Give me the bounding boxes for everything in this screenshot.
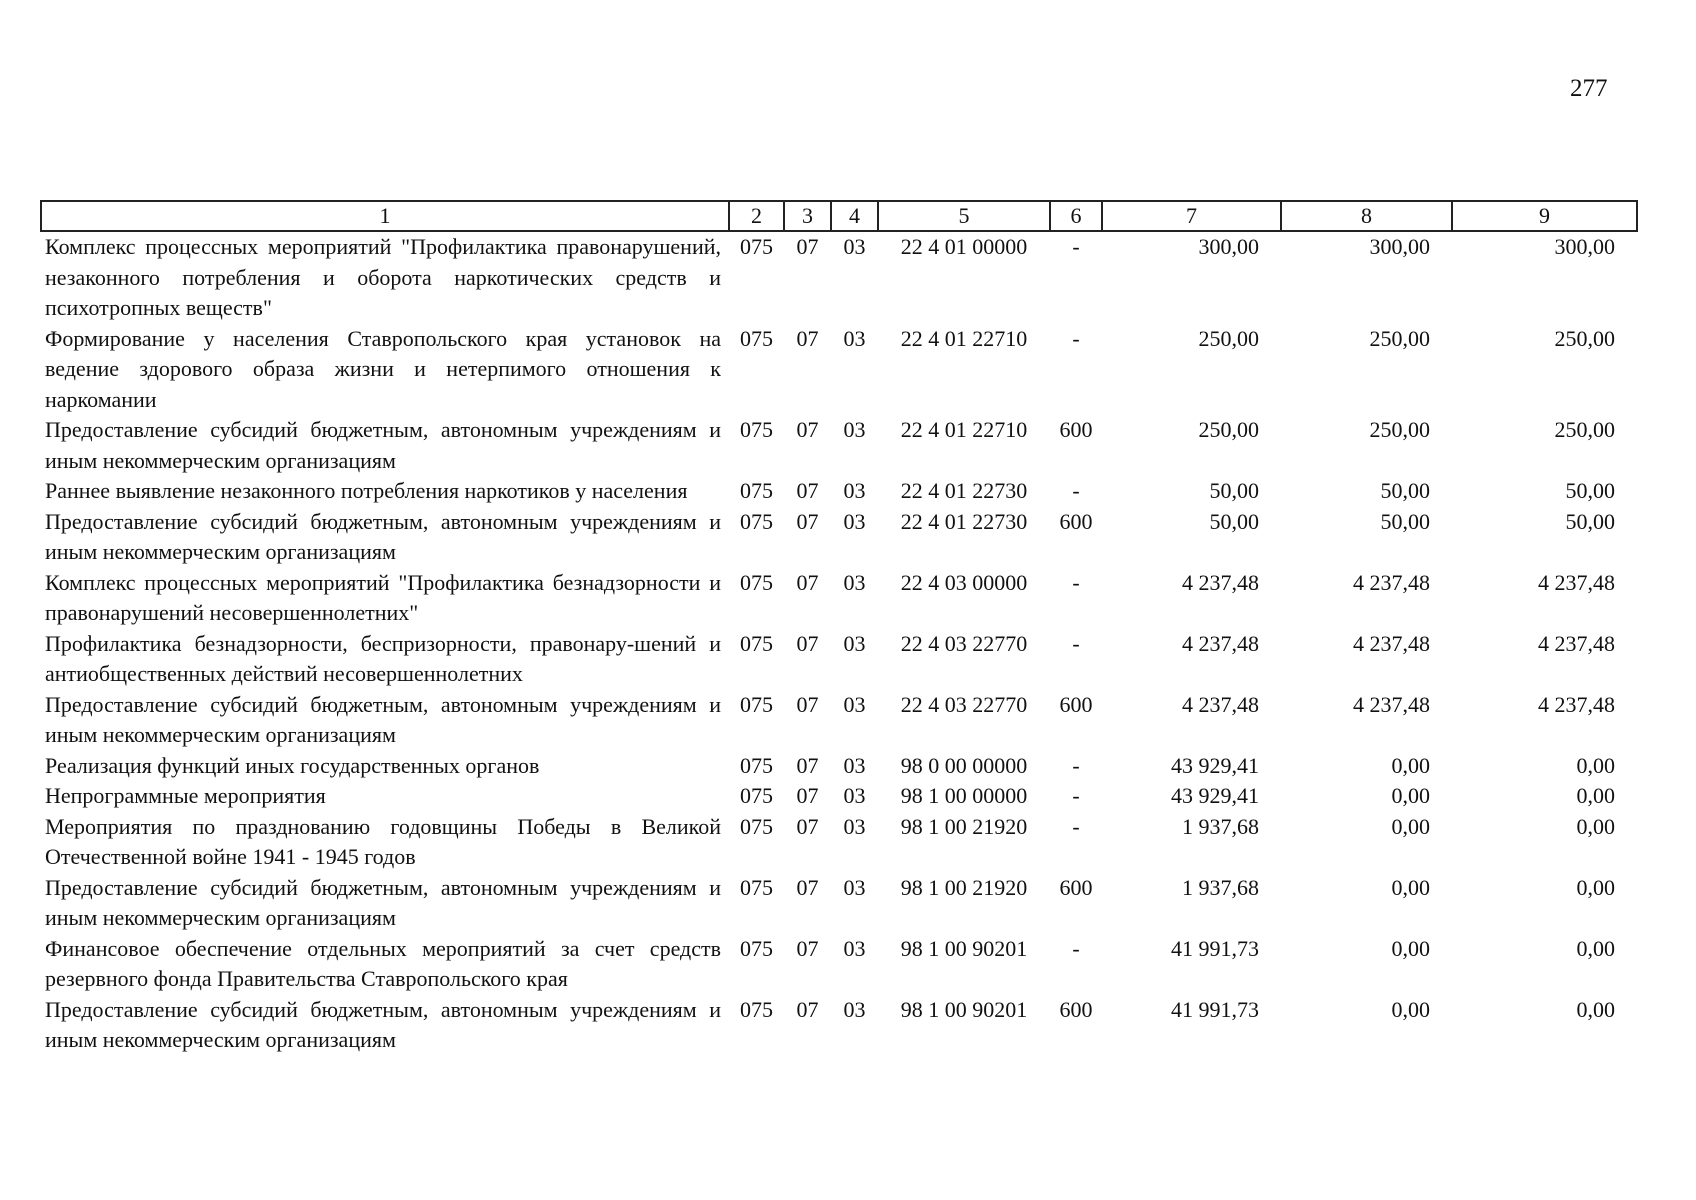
row-code-subsection: 03 [843,478,866,503]
row-amount-col7: 41 991,73 [1171,935,1259,961]
row-code-target: 98 1 00 21920 [900,874,1028,900]
row-code-section: 07 [796,325,819,351]
row-amount-col7: 43 929,41 [1171,783,1259,808]
row-code-ministry: 075 [740,569,773,595]
row-amount-col7: 41 991,73 [1171,996,1259,1022]
table-row [41,781,1637,812]
row-code-section: 07 [796,783,819,808]
table-row [41,995,1637,1056]
row-code-ministry: 075 [740,783,773,808]
page-number: 277 [1570,75,1608,102]
row-code-section: 07 [796,234,819,259]
header-col-3: 3 [784,201,831,231]
header-col-9: 9 [1452,201,1637,231]
row-code-ministry: 075 [740,813,773,839]
row-code-target: 22 4 01 22730 [900,508,1028,534]
row-name: Реализация функций иных государственных органов [45,752,540,778]
row-code-section: 07 [796,630,819,656]
row-code-target: 98 0 00 00000 [900,752,1028,778]
row-code-target: 22 4 03 00000 [900,569,1028,595]
row-amount-col8: 0,00 [1391,996,1430,1022]
row-code-target: 98 1 00 21920 [900,813,1028,839]
row-code-expense-type: - [1072,813,1080,839]
row-code-subsection: 03 [843,691,866,717]
row-code-expense-type: - [1072,569,1080,595]
row-code-expense-type: - [1072,234,1080,259]
row-amount-col9: 0,00 [1576,752,1615,778]
row-amount-col9: 50,00 [1565,508,1615,534]
row-code-ministry: 075 [740,996,773,1022]
row-amount-col8: 4 237,48 [1353,630,1430,656]
row-amount-col7: 250,00 [1198,417,1259,442]
row-code-expense-type: 600 [1059,996,1093,1022]
row-amount-col9: 50,00 [1565,478,1615,503]
row-amount-col9: 0,00 [1576,813,1615,839]
row-amount-col7: 4 237,48 [1182,569,1259,595]
row-amount-col9: 4 237,48 [1538,630,1615,656]
row-name: Комплекс процессных мероприятий "Профилактика безнадзорности и правонарушений несовершеннолетних" [45,569,721,625]
row-code-target: 98 1 00 90201 [900,996,1028,1022]
row-code-ministry: 075 [740,417,773,442]
row-amount-col9: 4 237,48 [1538,569,1615,595]
row-amount-col8: 0,00 [1391,935,1430,961]
row-amount-col8: 0,00 [1391,752,1430,778]
table-row [41,934,1637,995]
row-amount-col9: 250,00 [1554,417,1615,442]
row-amount-col7: 50,00 [1209,478,1259,503]
row-code-ministry: 075 [740,325,773,351]
table-row [41,629,1637,690]
row-code-ministry: 075 [740,234,773,259]
row-amount-col8: 250,00 [1369,325,1430,351]
row-amount-col7: 4 237,48 [1182,691,1259,717]
row-name: Мероприятия по празднованию годовщины Победы в Великой Отечественной войне 1941 - 1945 годов [45,813,721,869]
row-amount-col7: 1 937,68 [1182,874,1259,900]
row-code-ministry: 075 [740,691,773,717]
row-name: Формирование у населения Ставропольского края установок на ведение здорового образа жизни и нетерпимого отношения к наркомании [45,325,721,412]
row-code-expense-type: 600 [1059,417,1093,442]
row-amount-col8: 50,00 [1380,478,1430,503]
row-code-expense-type: 600 [1059,874,1093,900]
row-amount-col8: 250,00 [1369,417,1430,442]
row-name: Предоставление субсидий бюджетным, автономным учреждениям и иным некоммерческим организациям [45,874,721,930]
row-code-expense-type: 600 [1059,691,1093,717]
row-amount-col8: 300,00 [1369,234,1430,259]
row-amount-col9: 0,00 [1576,874,1615,900]
row-name: Предоставление субсидий бюджетным, автономным учреждениям и иным некоммерческим организациям [45,691,721,747]
row-code-section: 07 [796,813,819,839]
row-code-target: 22 4 01 22730 [900,478,1028,503]
row-code-target: 22 4 01 22710 [900,325,1028,351]
header-col-2: 2 [729,201,784,231]
row-code-ministry: 075 [740,752,773,778]
row-code-section: 07 [796,691,819,717]
row-code-target: 22 4 01 22710 [900,417,1028,442]
table-row [41,751,1637,782]
header-col-5: 5 [878,201,1050,231]
row-code-expense-type: - [1072,752,1080,778]
row-amount-col9: 0,00 [1576,935,1615,961]
row-amount-col8: 0,00 [1391,874,1430,900]
row-name: Предоставление субсидий бюджетным, автономным учреждениям и иным некоммерческим организациям [45,417,721,473]
row-code-ministry: 075 [740,478,773,503]
table-row [41,415,1637,476]
row-code-subsection: 03 [843,813,866,839]
row-amount-col9: 0,00 [1576,996,1615,1022]
row-amount-col8: 4 237,48 [1353,691,1430,717]
row-amount-col9: 250,00 [1554,325,1615,351]
row-amount-col8: 0,00 [1391,783,1430,808]
row-code-target: 98 1 00 00000 [900,783,1028,808]
row-code-section: 07 [796,752,819,778]
row-code-subsection: 03 [843,325,866,351]
row-amount-col9: 4 237,48 [1538,691,1615,717]
row-amount-col7: 4 237,48 [1182,630,1259,656]
row-code-section: 07 [796,874,819,900]
header-row [41,201,1637,231]
row-name: Раннее выявление незаконного потребления наркотиков у населения [45,478,688,503]
row-name: Предоставление субсидий бюджетным, автономным учреждениям и иным некоммерческим организациям [45,996,721,1052]
row-code-ministry: 075 [740,630,773,656]
header-col-6: 6 [1050,201,1102,231]
row-code-subsection: 03 [843,752,866,778]
row-code-subsection: 03 [843,417,866,442]
row-amount-col7: 300,00 [1198,234,1259,259]
row-name: Финансовое обеспечение отдельных мероприятий за счет средств резервного фонда Правительства Ставропольского края [45,935,721,991]
budget-table [40,200,1638,1056]
row-code-target: 22 4 03 22770 [900,691,1028,717]
table-row [41,690,1637,751]
row-code-expense-type: - [1072,783,1080,808]
row-code-section: 07 [796,569,819,595]
table-row [41,812,1637,873]
row-amount-col7: 50,00 [1209,508,1259,534]
table-row [41,231,1637,324]
row-code-section: 07 [796,935,819,961]
row-amount-col7: 1 937,68 [1182,813,1259,839]
row-code-section: 07 [796,417,819,442]
row-code-expense-type: 600 [1059,508,1093,534]
row-amount-col8: 0,00 [1391,813,1430,839]
row-code-subsection: 03 [843,508,866,534]
row-amount-col9: 300,00 [1554,234,1615,259]
table-row [41,507,1637,568]
table-row [41,873,1637,934]
row-amount-col7: 250,00 [1198,325,1259,351]
row-code-expense-type: - [1072,630,1080,656]
row-code-expense-type: - [1072,325,1080,351]
row-amount-col7: 43 929,41 [1171,752,1259,778]
table-row [41,324,1637,416]
row-code-subsection: 03 [843,630,866,656]
row-code-subsection: 03 [843,935,866,961]
row-amount-col8: 50,00 [1380,508,1430,534]
row-code-target: 22 4 01 00000 [900,234,1028,259]
row-code-ministry: 075 [740,874,773,900]
row-code-subsection: 03 [843,783,866,808]
header-col-1: 1 [41,201,729,231]
row-code-section: 07 [796,996,819,1022]
row-code-expense-type: - [1072,935,1080,961]
row-code-ministry: 075 [740,935,773,961]
row-name: Профилактика безнадзорности, беспризорности, правонару-шений и антиобщественных действий несовершеннолетних [45,630,721,686]
row-code-subsection: 03 [843,996,866,1022]
row-amount-col8: 4 237,48 [1353,569,1430,595]
row-code-subsection: 03 [843,234,866,259]
row-amount-col9: 0,00 [1576,783,1615,808]
row-code-subsection: 03 [843,874,866,900]
row-code-section: 07 [796,508,819,534]
row-code-target: 22 4 03 22770 [900,630,1028,656]
row-name: Комплекс процессных мероприятий "Профилактика правонарушений, незаконного потребления и оборота наркотических средств и психотропных веществ" [45,234,721,320]
row-name: Предоставление субсидий бюджетным, автономным учреждениям и иным некоммерческим организациям [45,508,721,564]
header-col-8: 8 [1281,201,1452,231]
row-code-subsection: 03 [843,569,866,595]
table-row [41,476,1637,507]
header-col-4: 4 [831,201,878,231]
row-code-ministry: 075 [740,508,773,534]
header-col-7: 7 [1102,201,1281,231]
row-code-expense-type: - [1072,478,1080,503]
row-name: Непрограммные мероприятия [45,783,326,808]
table-row [41,568,1637,629]
row-code-section: 07 [796,478,819,503]
row-code-target: 98 1 00 90201 [900,935,1028,961]
